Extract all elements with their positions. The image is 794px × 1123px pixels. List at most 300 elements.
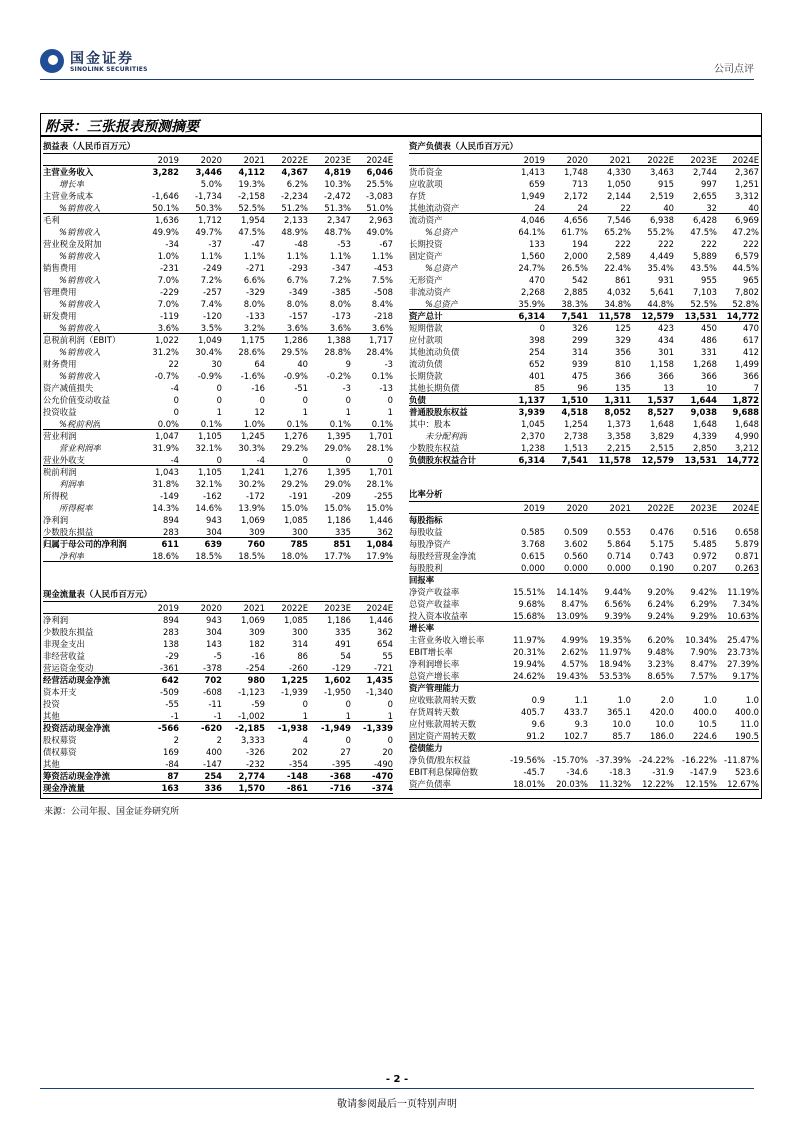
row-value: 143 bbox=[206, 639, 222, 649]
row-label: 营业利润率 bbox=[59, 443, 101, 453]
row-value: 0.1% bbox=[371, 419, 393, 429]
row-value: 3.23% bbox=[647, 659, 674, 669]
balance-row bbox=[409, 286, 759, 298]
row-value: 10.0 bbox=[612, 719, 631, 729]
row-value: 2,850 bbox=[693, 443, 717, 453]
row-value: 4,112 bbox=[238, 167, 265, 177]
row-value: -2,234 bbox=[281, 191, 308, 201]
row-value: 1.1% bbox=[200, 251, 222, 261]
row-value: -620 bbox=[201, 723, 222, 733]
row-value: 1,413 bbox=[521, 167, 545, 177]
row-value: 28.4% bbox=[366, 347, 393, 357]
row-value: 194 bbox=[572, 239, 588, 249]
page-number: - 2 - bbox=[385, 1074, 409, 1085]
row-label: 应付款项 bbox=[409, 335, 443, 345]
row-value: 400.0 bbox=[693, 707, 717, 717]
row-value: 9.44% bbox=[604, 587, 631, 597]
row-value: 980 bbox=[247, 675, 265, 685]
row-value: 9.39% bbox=[604, 611, 631, 621]
row-value: 400 bbox=[206, 747, 222, 757]
row-value: 642 bbox=[161, 675, 179, 685]
row-value: 1.1 bbox=[574, 695, 588, 705]
row-value: 7.5% bbox=[371, 275, 393, 285]
row-value: -1,339 bbox=[363, 723, 393, 733]
row-value: 5.879 bbox=[735, 539, 759, 549]
row-value: 366 bbox=[658, 371, 674, 381]
row-value: 1,268 bbox=[693, 359, 717, 369]
row-value: -508 bbox=[373, 287, 393, 297]
row-value: 3,333 bbox=[241, 735, 265, 745]
row-value: 22 bbox=[168, 359, 179, 369]
income-row bbox=[43, 514, 393, 526]
income-row bbox=[43, 286, 393, 298]
row-value: 1.1% bbox=[329, 251, 351, 261]
row-value: 2,515 bbox=[650, 443, 674, 453]
row-value: 1,446 bbox=[369, 615, 393, 625]
row-value: 0.1% bbox=[200, 419, 222, 429]
year-header-cell: 2019 bbox=[157, 603, 179, 613]
income-row bbox=[43, 466, 393, 478]
ratio-row bbox=[409, 766, 759, 778]
row-value: 1,395 bbox=[327, 431, 351, 441]
row-value: 5,641 bbox=[650, 287, 674, 297]
appendix-frame bbox=[40, 113, 762, 799]
row-value: 1,435 bbox=[366, 675, 393, 685]
row-value: 0.972 bbox=[693, 551, 717, 561]
row-label: 债权募资 bbox=[43, 747, 77, 757]
ratio-row bbox=[409, 718, 759, 730]
cashflow-title: 现金流量表（人民币百万元） bbox=[43, 588, 393, 602]
row-value: 1,251 bbox=[735, 179, 759, 189]
row-label: %销售收入 bbox=[59, 251, 101, 261]
row-value: -34 bbox=[165, 239, 179, 249]
row-value: 450 bbox=[701, 323, 717, 333]
row-value: 52.5% bbox=[690, 299, 717, 309]
row-value: -721 bbox=[373, 663, 393, 673]
row-value: 2,268 bbox=[521, 287, 545, 297]
row-label: EBIT利息保障倍数 bbox=[409, 767, 478, 777]
logo-icon bbox=[40, 49, 64, 73]
row-label: 长期贷款 bbox=[409, 371, 443, 381]
row-value: 9.20% bbox=[647, 587, 674, 597]
row-value: 91.2 bbox=[526, 731, 545, 741]
cashflow-year-header bbox=[43, 602, 393, 614]
row-label: 负债 bbox=[409, 395, 426, 405]
row-label: 主营业务收入增长率 bbox=[409, 635, 485, 645]
row-value: 49.0% bbox=[366, 227, 393, 237]
balance-sheet-table bbox=[409, 140, 759, 466]
year-header-cell: 2023E bbox=[324, 603, 351, 613]
row-label: 应收账款周转天数 bbox=[409, 695, 476, 705]
row-label: 营业税金及附加 bbox=[43, 239, 102, 249]
year-header-cell: 2020 bbox=[200, 603, 222, 613]
row-value: 5.175 bbox=[650, 539, 674, 549]
row-value: 7.90% bbox=[690, 647, 717, 657]
row-value: 0.1% bbox=[371, 371, 393, 381]
row-value: 0.000 bbox=[521, 563, 545, 573]
row-value: 654 bbox=[377, 639, 393, 649]
row-label: 每股指标 bbox=[409, 515, 443, 525]
row-value: 7.2% bbox=[329, 275, 351, 285]
row-value: 5,889 bbox=[693, 251, 717, 261]
row-label: 利润率 bbox=[59, 479, 85, 489]
year-header-cell: 2021 bbox=[243, 603, 265, 613]
row-value: 51.0% bbox=[366, 203, 393, 213]
row-value: 405.7 bbox=[521, 707, 545, 717]
row-label: 其他流动负债 bbox=[409, 347, 460, 357]
balance-row bbox=[409, 262, 759, 274]
row-value: 18.0% bbox=[281, 551, 308, 561]
ratio-row bbox=[409, 646, 759, 658]
ratio-row bbox=[409, 514, 759, 526]
row-value: 31.9% bbox=[152, 443, 179, 453]
row-value: 955 bbox=[701, 275, 717, 285]
row-value: -231 bbox=[159, 263, 179, 273]
row-value: -260 bbox=[288, 663, 308, 673]
row-value: 5.485 bbox=[693, 539, 717, 549]
row-value: 29.5% bbox=[281, 347, 308, 357]
income-row bbox=[43, 298, 393, 310]
row-value: 7,546 bbox=[607, 215, 631, 225]
row-value: 0 bbox=[345, 699, 351, 709]
income-row bbox=[43, 358, 393, 370]
income-title: 损益表（人民币百万元） bbox=[43, 140, 393, 154]
ratio-row bbox=[409, 610, 759, 622]
row-label: 净利润增长率 bbox=[409, 659, 460, 669]
row-label: 每股收益 bbox=[409, 527, 443, 537]
row-value: 6.7% bbox=[286, 275, 308, 285]
row-value: 15.68% bbox=[513, 611, 545, 621]
row-value: 8,052 bbox=[604, 407, 631, 417]
balance-row bbox=[409, 370, 759, 382]
income-year-header bbox=[43, 154, 393, 166]
source-note: 来源：公司年报、国金证券研究所 bbox=[44, 807, 180, 817]
row-label: 应付账款周转天数 bbox=[409, 719, 476, 729]
row-value: -1.6% bbox=[240, 371, 265, 381]
row-value: 4,367 bbox=[281, 167, 308, 177]
row-value: 14.3% bbox=[152, 503, 179, 513]
row-value: -374 bbox=[372, 783, 393, 793]
row-value: -37.39% bbox=[596, 755, 631, 765]
row-value: 2 bbox=[216, 735, 222, 745]
row-value: 1,446 bbox=[369, 515, 393, 525]
row-value: -34.6 bbox=[566, 767, 588, 777]
row-value: -55 bbox=[165, 699, 179, 709]
row-value: 10.63% bbox=[727, 611, 759, 621]
year-header-cell: 2023E bbox=[690, 503, 717, 513]
row-value: 86 bbox=[297, 651, 308, 661]
row-value: 0.190 bbox=[650, 563, 674, 573]
row-value: 2,133 bbox=[284, 215, 308, 225]
row-value: 2,738 bbox=[564, 431, 588, 441]
row-value: 7.2% bbox=[200, 275, 222, 285]
row-value: -378 bbox=[202, 663, 222, 673]
row-value: 3.768 bbox=[521, 539, 545, 549]
ratio-row bbox=[409, 574, 759, 586]
row-value: 7 bbox=[753, 383, 759, 393]
year-header-cell: 2022E bbox=[281, 155, 308, 165]
year-header-cell: 2024E bbox=[732, 503, 759, 513]
row-value: 28.8% bbox=[324, 347, 351, 357]
row-label: 资产管理能力 bbox=[409, 683, 460, 693]
header-divider bbox=[40, 79, 754, 80]
row-label: 财务费用 bbox=[43, 359, 77, 369]
income-row bbox=[43, 226, 393, 238]
income-row bbox=[43, 238, 393, 250]
row-label: 普通股股东权益 bbox=[409, 407, 468, 417]
row-value: 300 bbox=[292, 627, 308, 637]
row-value: 1,602 bbox=[324, 675, 351, 685]
income-row bbox=[43, 454, 393, 466]
row-value: 652 bbox=[529, 359, 545, 369]
row-value: 398 bbox=[529, 335, 545, 345]
row-value: 9.42% bbox=[690, 587, 717, 597]
row-value: 133 bbox=[529, 239, 545, 249]
row-value: 2,347 bbox=[327, 215, 351, 225]
row-value: 702 bbox=[204, 675, 222, 685]
row-value: 1,648 bbox=[693, 419, 717, 429]
income-row bbox=[43, 430, 393, 442]
row-value: -2,472 bbox=[324, 191, 351, 201]
row-value: 4,330 bbox=[607, 167, 631, 177]
year-header-cell: 2019 bbox=[157, 155, 179, 165]
row-value: -120 bbox=[202, 311, 222, 321]
row-value: 639 bbox=[204, 539, 222, 549]
row-value: 23.73% bbox=[727, 647, 759, 657]
cashflow-row bbox=[43, 626, 393, 638]
row-value: 25.5% bbox=[366, 179, 393, 189]
row-value: 486 bbox=[701, 335, 717, 345]
row-value: 915 bbox=[658, 179, 674, 189]
row-value: -1,340 bbox=[366, 687, 393, 697]
row-label: 偿债能力 bbox=[409, 743, 443, 753]
row-value: -11 bbox=[208, 699, 222, 709]
row-value: 25.47% bbox=[727, 635, 759, 645]
ratio-row bbox=[409, 670, 759, 682]
row-value: -18.3 bbox=[609, 767, 631, 777]
row-value: 943 bbox=[206, 515, 222, 525]
row-value: 10.34% bbox=[685, 635, 717, 645]
row-value: 12.22% bbox=[642, 779, 674, 789]
row-value: 1,045 bbox=[521, 419, 545, 429]
balance-row bbox=[409, 178, 759, 190]
row-value: -162 bbox=[202, 491, 222, 501]
income-row bbox=[43, 526, 393, 538]
cashflow-row bbox=[43, 746, 393, 758]
row-value: -3 bbox=[342, 383, 351, 393]
row-value: -1,646 bbox=[152, 191, 179, 201]
balance-row bbox=[409, 454, 759, 466]
row-value: 1,954 bbox=[241, 215, 265, 225]
row-value: 0.207 bbox=[693, 563, 717, 573]
row-value: 8,527 bbox=[647, 407, 674, 417]
row-value: -37 bbox=[208, 239, 222, 249]
row-label: 固定资产 bbox=[409, 251, 443, 261]
row-value: 54 bbox=[340, 651, 351, 661]
row-value: -354 bbox=[288, 759, 308, 769]
row-value: -229 bbox=[159, 287, 179, 297]
balance-row bbox=[409, 418, 759, 430]
row-value: 2,744 bbox=[693, 167, 717, 177]
row-value: -147.9 bbox=[690, 767, 717, 777]
row-value: 1,238 bbox=[521, 443, 545, 453]
row-value: 1,049 bbox=[198, 335, 222, 345]
row-value: 7.34% bbox=[732, 599, 759, 609]
row-value: 9,038 bbox=[690, 407, 717, 417]
row-value: 0 bbox=[259, 395, 265, 405]
row-label: 投资 bbox=[43, 699, 60, 709]
row-value: 47.2% bbox=[732, 227, 759, 237]
row-value: -329 bbox=[245, 287, 265, 297]
row-label: 净利润 bbox=[43, 615, 69, 625]
row-value: 0 bbox=[302, 455, 308, 465]
cashflow-row bbox=[43, 638, 393, 650]
row-value: 15.51% bbox=[513, 587, 545, 597]
row-value: -1 bbox=[213, 711, 222, 721]
row-label: 净利率 bbox=[59, 551, 85, 561]
row-value: 19.35% bbox=[599, 635, 631, 645]
row-value: 31.2% bbox=[152, 347, 179, 357]
row-value: 10.3% bbox=[324, 179, 351, 189]
row-value: 1,105 bbox=[198, 467, 222, 477]
row-value: 14.14% bbox=[556, 587, 588, 597]
ratio-row bbox=[409, 694, 759, 706]
row-label: 税前利润 bbox=[43, 467, 77, 477]
row-value: -1,734 bbox=[195, 191, 222, 201]
row-value: 12 bbox=[254, 407, 265, 417]
row-value: 0 bbox=[387, 735, 393, 745]
row-label: 管理费用 bbox=[43, 287, 77, 297]
row-value: 18.5% bbox=[238, 551, 265, 561]
row-value: 6.29% bbox=[690, 599, 717, 609]
row-value: 17.7% bbox=[324, 551, 351, 561]
row-value: -1,950 bbox=[324, 687, 351, 697]
row-label: 长期投资 bbox=[409, 239, 443, 249]
cashflow-row bbox=[43, 662, 393, 674]
row-label: %总资产 bbox=[425, 263, 459, 273]
row-value: -4 bbox=[256, 455, 265, 465]
row-label: 经营活动现金净流 bbox=[43, 675, 110, 685]
row-value: 47.5% bbox=[690, 227, 717, 237]
row-value: 11.32% bbox=[599, 779, 631, 789]
row-value: 4,518 bbox=[561, 407, 588, 417]
row-value: 49.9% bbox=[152, 227, 179, 237]
row-value: -15.70% bbox=[553, 755, 588, 765]
row-value: -566 bbox=[158, 723, 179, 733]
row-value: 138 bbox=[163, 639, 179, 649]
row-value: 9.3 bbox=[574, 719, 588, 729]
row-label: 主营业务收入 bbox=[43, 167, 94, 177]
row-label: 投资收益 bbox=[43, 407, 77, 417]
row-value: 659 bbox=[529, 179, 545, 189]
logo-chinese-name: 国金证券 bbox=[70, 51, 134, 67]
row-value: 1,388 bbox=[327, 335, 351, 345]
row-value: 8.4% bbox=[371, 299, 393, 309]
row-value: 1,712 bbox=[198, 215, 222, 225]
row-value: 304 bbox=[206, 627, 222, 637]
row-value: 5.0% bbox=[200, 179, 222, 189]
row-label: 存货周转天数 bbox=[409, 707, 460, 717]
row-label: %销售收入 bbox=[59, 347, 101, 357]
row-label: 研发费用 bbox=[43, 311, 77, 321]
row-value: 15.0% bbox=[324, 503, 351, 513]
row-value: 0.0% bbox=[157, 419, 179, 429]
row-value: 401 bbox=[529, 371, 545, 381]
row-value: 4,032 bbox=[607, 287, 631, 297]
row-value: 3,829 bbox=[650, 431, 674, 441]
row-value: 4.99% bbox=[561, 635, 588, 645]
row-value: -326 bbox=[245, 747, 265, 757]
balance-row bbox=[409, 190, 759, 202]
row-value: 1,158 bbox=[650, 359, 674, 369]
row-label: %销售收入 bbox=[59, 227, 101, 237]
row-value: 1 bbox=[302, 407, 308, 417]
row-value: 611 bbox=[161, 539, 179, 549]
row-value: 1,069 bbox=[241, 615, 265, 625]
row-value: 336 bbox=[204, 783, 222, 793]
row-value: 0 bbox=[173, 407, 179, 417]
row-value: 43.5% bbox=[690, 263, 717, 273]
row-label: 其中：股本 bbox=[409, 419, 451, 429]
income-row bbox=[43, 478, 393, 490]
balance-row bbox=[409, 442, 759, 454]
row-value: 52.5% bbox=[238, 203, 265, 213]
appendix-title: 附录：三张报表预测摘要 bbox=[45, 119, 199, 135]
income-row bbox=[43, 166, 393, 178]
row-value: 1,105 bbox=[198, 431, 222, 441]
row-value: 102.7 bbox=[564, 731, 588, 741]
report-type: 公司点评 bbox=[714, 64, 754, 75]
row-label: 少数股东权益 bbox=[409, 443, 460, 453]
row-value: 28.6% bbox=[238, 347, 265, 357]
row-value: 4,046 bbox=[521, 215, 545, 225]
row-value: 6,314 bbox=[518, 455, 545, 465]
row-value: 3.6% bbox=[286, 323, 308, 333]
row-value: 87 bbox=[167, 771, 179, 781]
row-value: 125 bbox=[615, 323, 631, 333]
row-value: 1,499 bbox=[735, 359, 759, 369]
row-value: 2,519 bbox=[650, 191, 674, 201]
row-label: 负债股东权益合计 bbox=[409, 455, 476, 465]
row-value: 18.01% bbox=[513, 779, 545, 789]
row-value: 190.5 bbox=[735, 731, 759, 741]
row-value: 6,314 bbox=[518, 311, 545, 321]
row-label: EBIT增长率 bbox=[409, 647, 453, 657]
year-header-cell: 2024E bbox=[366, 155, 393, 165]
row-label: 非经营收益 bbox=[43, 651, 85, 661]
row-value: 1,084 bbox=[366, 539, 393, 549]
row-value: 0.1% bbox=[286, 419, 308, 429]
row-value: -716 bbox=[330, 783, 351, 793]
row-value: -453 bbox=[373, 263, 393, 273]
row-value: 4.57% bbox=[561, 659, 588, 669]
year-header-cell: 2019 bbox=[523, 155, 545, 165]
row-label: 营运资金变动 bbox=[43, 663, 94, 673]
row-value: 309 bbox=[249, 527, 265, 537]
row-value: 19.3% bbox=[238, 179, 265, 189]
row-value: 0.476 bbox=[650, 527, 674, 537]
row-value: 1,137 bbox=[518, 395, 545, 405]
row-value: 2,774 bbox=[238, 771, 265, 781]
row-value: 13,531 bbox=[684, 311, 717, 321]
row-value: -347 bbox=[331, 263, 351, 273]
row-value: 931 bbox=[658, 275, 674, 285]
row-value: -509 bbox=[159, 687, 179, 697]
row-value: 3,312 bbox=[735, 191, 759, 201]
row-value: 1,085 bbox=[284, 615, 308, 625]
year-header-cell: 2021 bbox=[243, 155, 265, 165]
row-value: 10.5 bbox=[698, 719, 717, 729]
